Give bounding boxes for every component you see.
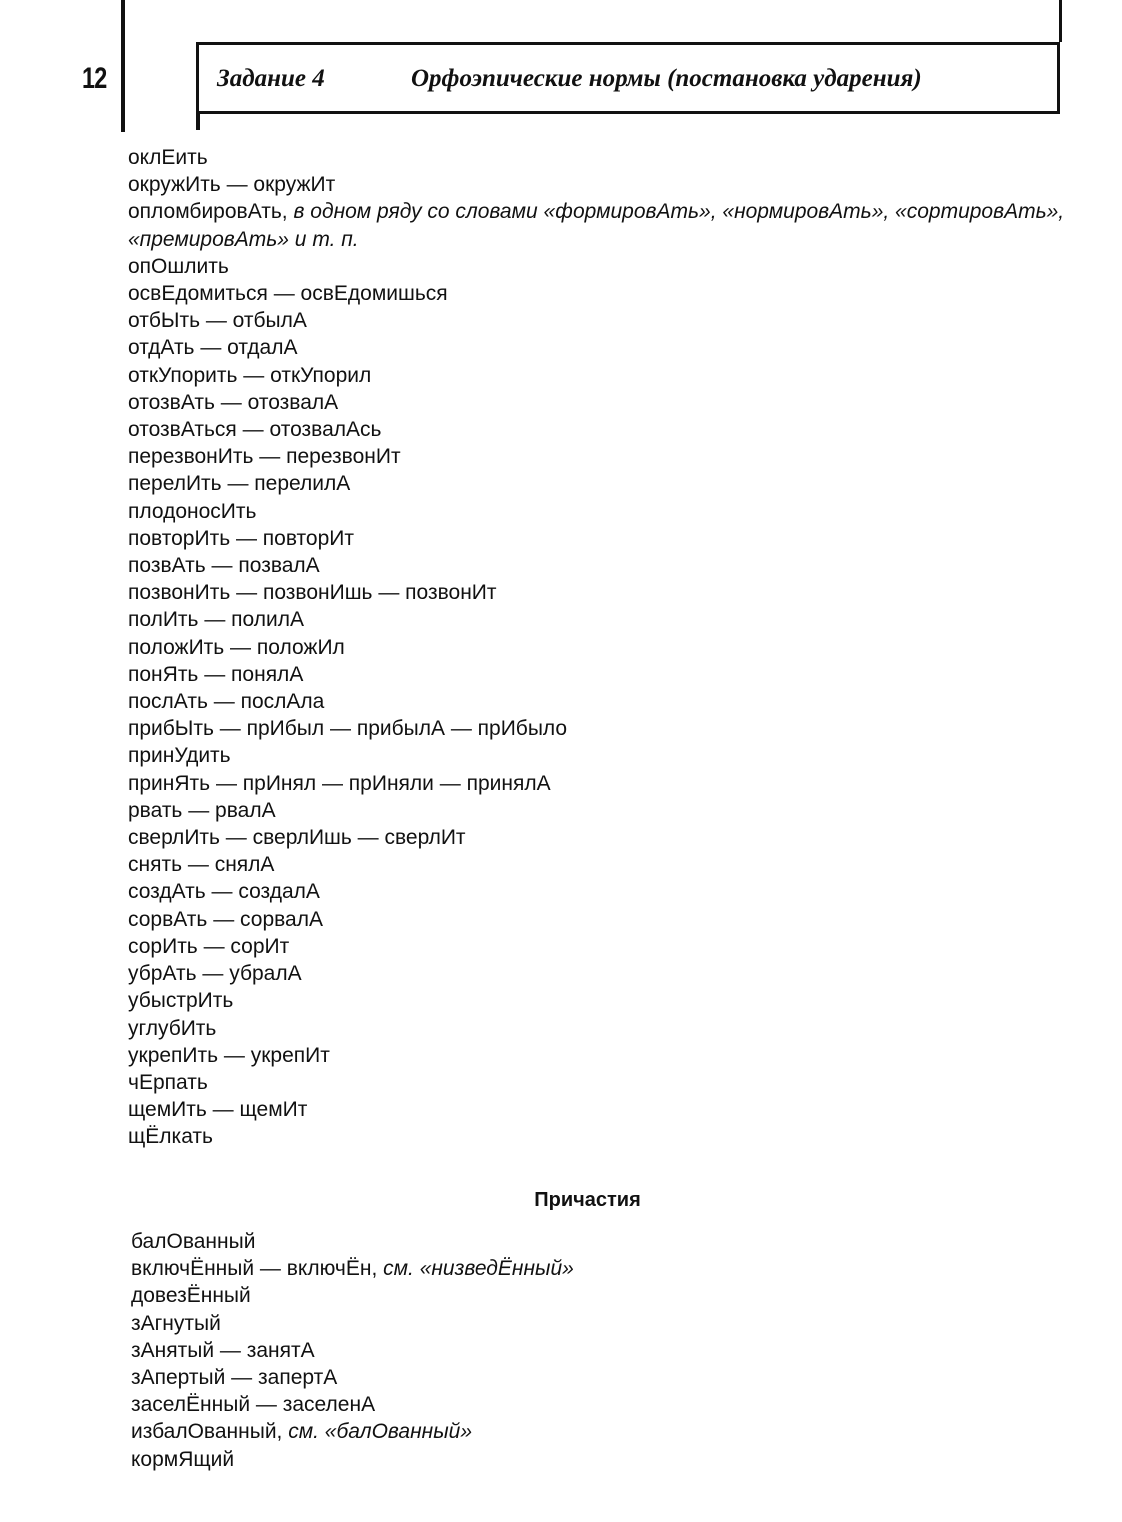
- word-entry: убрАть — убралА: [128, 962, 302, 986]
- list-item: [128, 851, 1078, 878]
- list-item: [128, 1015, 1078, 1042]
- list-item: [128, 688, 1078, 715]
- word-entry: сорвАть — сорвалА: [128, 907, 323, 931]
- word-entry: опОшлить: [128, 254, 229, 278]
- word-entry: перезвонИть — перезвонИт: [128, 445, 401, 469]
- list-item: [128, 389, 1078, 416]
- list-item: [131, 1364, 1031, 1391]
- word-entry: послАть — послАла: [128, 690, 325, 714]
- list-item: [128, 171, 1078, 198]
- list-item: [131, 1337, 1031, 1364]
- word-entry: чЕрпать: [128, 1070, 208, 1094]
- list-item: [128, 606, 1078, 633]
- word-entry: освЕдомиться — освЕдомишься: [128, 282, 448, 306]
- list-item: [131, 1282, 1031, 1309]
- word-entry: зАнятый — занятА: [131, 1338, 315, 1362]
- word-entry: понЯть — понялА: [128, 662, 304, 686]
- list-item: [128, 1069, 1078, 1096]
- word-entry: позвонИть — позвонИшь — позвонИт: [128, 581, 497, 605]
- list-item: [128, 470, 1078, 497]
- task-header: [196, 42, 1060, 114]
- word-entry: заселЁнный — заселенА: [131, 1393, 376, 1417]
- task-label: Задание 4: [217, 65, 325, 92]
- word-entry: опломбировАть,: [128, 200, 288, 224]
- list-item: [128, 906, 1078, 933]
- list-item: [128, 307, 1078, 334]
- list-item: [128, 797, 1078, 824]
- word-entry: откУпорить — откУпорил: [128, 363, 372, 387]
- word-entry: углубИть: [128, 1016, 217, 1040]
- word-entry: окружИть — окружИт: [128, 173, 336, 197]
- list-item: [128, 960, 1078, 987]
- word-entry: укрепИть — укрепИт: [128, 1043, 330, 1067]
- list-item: [128, 1042, 1078, 1069]
- word-entry: рвать — рвалА: [128, 798, 276, 822]
- list-item: [128, 987, 1078, 1014]
- word-note: в одном ряду со словами «формировАть», «нормировАть», «сортировАть», «премировАть» и т. п.: [128, 200, 1065, 251]
- list-item: [131, 1391, 1031, 1418]
- word-entry: отдАть — отдалА: [128, 336, 298, 360]
- word-entry: принУдить: [128, 744, 231, 768]
- list-item: [128, 144, 1078, 171]
- word-entry: принЯть — прИнял — прИняли — принялА: [128, 771, 551, 795]
- word-entry: снять — снялА: [128, 853, 275, 877]
- list-item: [128, 579, 1078, 606]
- list-item: [128, 416, 1078, 443]
- top-right-rule: [1059, 0, 1062, 42]
- word-entry: создАть — создалА: [128, 880, 320, 904]
- word-entry: балОванный: [131, 1230, 256, 1253]
- word-entry: прибЫть — прИбыл — прибылА — прИбыло: [128, 717, 568, 741]
- verb-list: [128, 144, 1078, 1151]
- list-item: [131, 1255, 1031, 1282]
- list-item: [128, 443, 1078, 470]
- section-heading-participles: Причастия: [534, 1189, 641, 1211]
- word-entry: повторИть — повторИт: [128, 526, 355, 550]
- word-entry: щемИть — щемИт: [128, 1098, 308, 1122]
- header-tick: [196, 114, 200, 130]
- list-item: [128, 715, 1078, 742]
- word-entry: положИть — положИл: [128, 635, 345, 659]
- list-item: [128, 742, 1078, 769]
- list-item: [131, 1418, 1031, 1445]
- word-entry: полИть — полилА: [128, 608, 304, 632]
- list-item: [128, 1123, 1078, 1150]
- list-item: [128, 824, 1078, 851]
- word-entry: отозвАться — отозвалАсь: [128, 418, 382, 442]
- list-item: [128, 280, 1078, 307]
- left-margin-rule: [121, 0, 125, 132]
- list-item: [128, 661, 1078, 688]
- word-entry: сорИть — сорИт: [128, 934, 290, 958]
- word-entry: избалОванный,: [131, 1420, 283, 1444]
- word-entry: оклЕить: [128, 146, 208, 169]
- list-item: [128, 770, 1078, 797]
- list-item: [131, 1310, 1031, 1337]
- word-entry: зАпертый — запертА: [131, 1366, 338, 1390]
- word-entry: сверлИть — сверлИшь — сверлИт: [128, 826, 466, 850]
- word-entry: отбЫть — отбылА: [128, 309, 307, 333]
- list-item: [128, 933, 1078, 960]
- word-entry: включЁнный — включЁн,: [131, 1257, 378, 1281]
- list-item: [128, 362, 1078, 389]
- list-item: [131, 1446, 1031, 1473]
- word-note: см. «балОванный»: [288, 1420, 473, 1444]
- list-item: [128, 878, 1078, 905]
- task-title: Орфоэпические нормы (постановка ударения): [411, 65, 922, 92]
- word-entry: плодоносИть: [128, 499, 257, 523]
- word-entry: кормЯщий: [131, 1447, 235, 1471]
- page-number: 12: [82, 62, 107, 95]
- word-entry: убыстрИть: [128, 989, 234, 1013]
- word-entry: позвАть — позвалА: [128, 554, 320, 578]
- word-entry: отозвАть — отозвалА: [128, 390, 339, 414]
- list-item: [128, 525, 1078, 552]
- word-entry: зАгнутый: [131, 1311, 221, 1335]
- list-item: [131, 1228, 1031, 1255]
- list-item: [128, 1096, 1078, 1123]
- word-entry: перелИть — перелилА: [128, 472, 351, 496]
- word-entry: довезЁнный: [131, 1284, 251, 1308]
- list-item: [128, 198, 1078, 252]
- list-item: [128, 634, 1078, 661]
- list-item: [128, 334, 1078, 361]
- word-entry: щЁлкать: [128, 1125, 213, 1149]
- list-item: [128, 498, 1078, 525]
- participle-list: [131, 1228, 1031, 1473]
- list-item: [128, 552, 1078, 579]
- word-note: см. «низведЁнный»: [383, 1257, 574, 1281]
- list-item: [128, 253, 1078, 280]
